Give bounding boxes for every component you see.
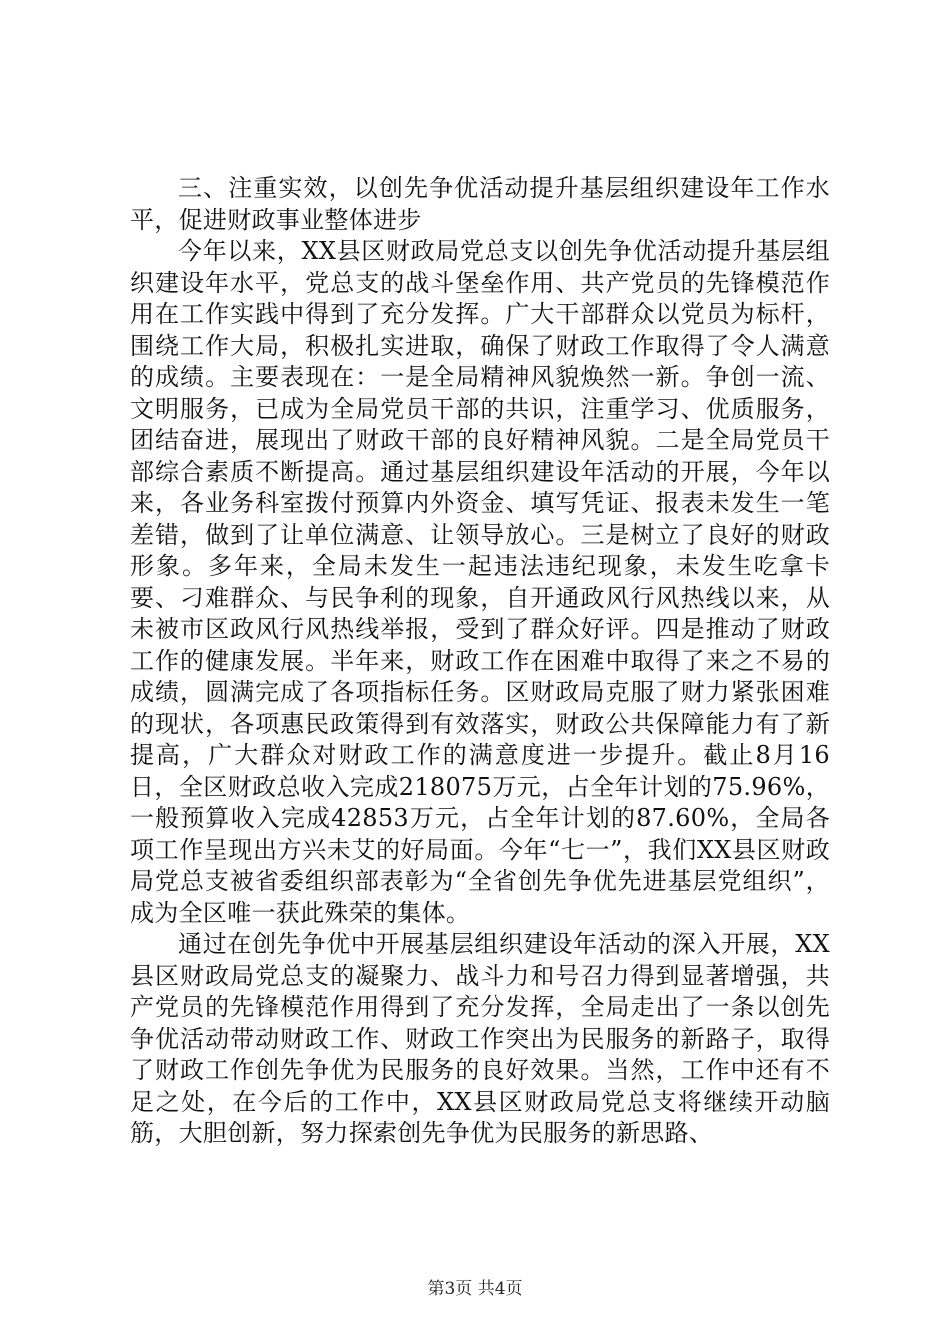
page-footer: 第3页 共4页 [427,1279,523,1299]
body-paragraph-achievements: 今年以来，XX县区财政局党总支以创先争优活动提升基层组织建设年水平，党总支的战斗堡垒作用、共产党员的先锋模范作用在工作实践中得到了充分发挥。广大干部群众以党员为标杆，围绕工作大局，积极扎实进取，确保了财政工作取得了令人满意的成绩。主要表现在：一是全局精神风貌焕然一新。争创一流、文明服务，已成为全局党员干部的共识，注重学习、优质服务，团结奋进，展现出了财政干部的良好精神风貌。二是全局党员干部综合素质不断提高。通过基层组织建设年活动的开展，今年以来，各业务科室拨付预算内外资金、填写凭证、报表未发生一笔差错，做到了让单位满意、让领导放心。三是树立了良好的财政形象。多年来，全局未发生一起违法违纪现象，未发生吃拿卡要、刁难群众、与民争利的现象，自开通政风行风热线以来，从未被市区政风行风热线举报，受到了群众好评。四是推动了财政工作的健康发展。半年来，财政工作在困难中取得了来之不易的成绩，圆满完成了各项指标任务。区财政局克服了财力紧张困难的现状，各项惠民政策得到有效落实，财政公共保障能力有了新提高，广大群众对财政工作的满意度进一步提升。截止8月16日，全区财政总收入完成218075万元，占全年计划的75.96%，一般预算收入完成42853万元，占全年计划的87.60%，全局各项工作呈现出方兴未艾的好局面。今年“七一”，我们XX县区财政局党总支被省委组织部表彰为“全省创先争优先进基层党组织”，成为全区唯一获此殊荣的集体。 [130,237,830,927]
body-paragraph-conclusion: 通过在创先争优中开展基层组织建设年活动的深入开展，XX县区财政局党总支的凝聚力、战斗力和号召力得到显著增强，共产党员的先锋模范作用得到了充分发挥，全局走出了一条以创先争优活动带动财政工作、财政工作突出为民服务的新路子，取得了财政工作创先争优为民服务的良好效果。当然，工作中还有不足之处，在今后的工作中，XX县区财政局党总支将继续开动脑筋，大胆创新，努力探索创先争优为民服务的新思路、 [130,930,830,1147]
document-body [130,173,830,1150]
section-heading-paragraph: 三、注重实效，以创先争优活动提升基层组织建设年工作水平，促进财政事业整体进步 [130,174,830,234]
